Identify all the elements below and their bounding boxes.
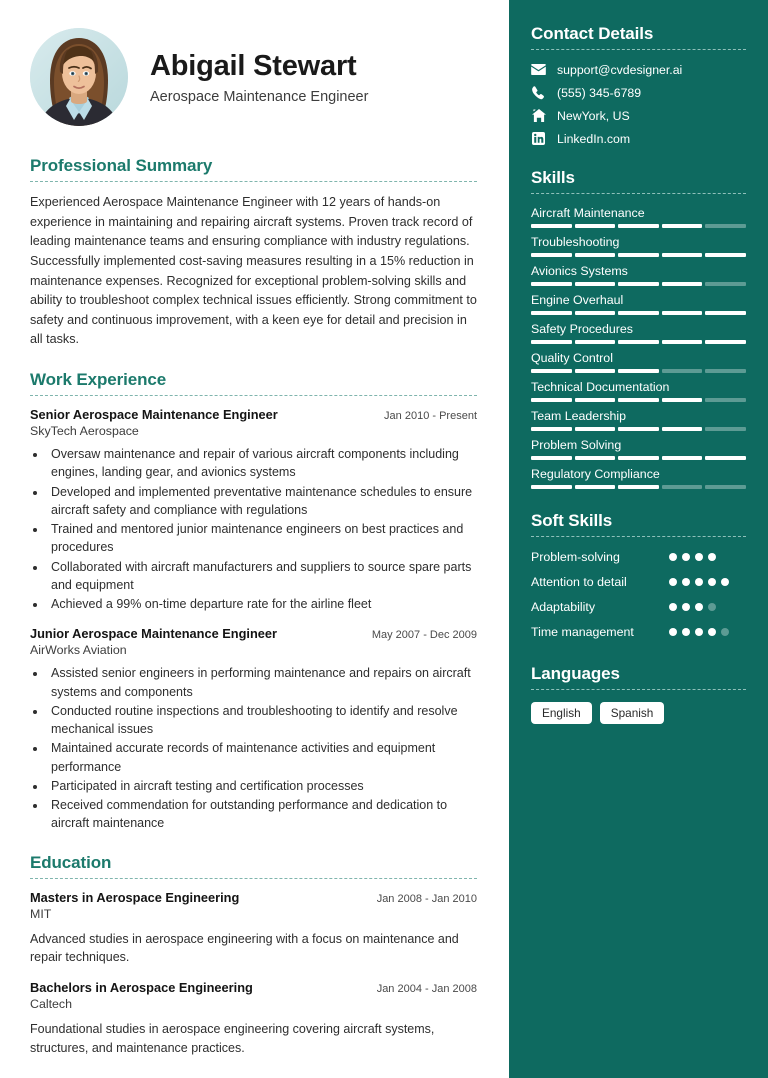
skill-level-bar <box>531 427 746 431</box>
education-date-range: Jan 2004 - Jan 2008 <box>376 983 477 996</box>
skill-level-segment <box>531 427 572 431</box>
skill-level-segment <box>618 427 659 431</box>
skill-level-segment <box>618 369 659 373</box>
skill-level-segment <box>662 311 703 315</box>
skill-item <box>531 206 746 228</box>
school-name: MIT <box>30 906 52 921</box>
responsibility-item: • Received commendation for outstanding performance and dedication to aircraft maintenance <box>47 796 477 833</box>
soft-skills-list <box>531 549 746 642</box>
contact-value: LinkedIn.com <box>557 131 631 146</box>
skills-list <box>531 206 746 489</box>
skill-name: Technical Documentation <box>531 380 670 394</box>
contact-value: (555) 345-6789 <box>557 85 642 100</box>
skill-level-segment <box>575 456 616 460</box>
skill-level-segment <box>575 253 616 257</box>
section-title-professional-summary: Professional Summary <box>30 156 213 175</box>
soft-skill-rating <box>669 599 746 611</box>
skill-level-bar <box>531 282 746 286</box>
skill-item <box>531 438 746 460</box>
company-name: SkyTech Aerospace <box>30 424 139 439</box>
section-divider <box>531 193 746 194</box>
soft-skill-item <box>531 549 746 567</box>
skill-level-segment <box>705 456 746 460</box>
company-name: AirWorks Aviation <box>30 643 127 658</box>
soft-skill-name: Attention to detail <box>531 574 627 589</box>
section-contact-details <box>531 24 746 146</box>
skill-level-segment <box>531 398 572 402</box>
rating-dot <box>708 603 716 611</box>
rating-dot <box>695 553 703 561</box>
skill-level-segment <box>531 340 572 344</box>
section-divider <box>531 536 746 537</box>
section-divider <box>30 181 477 182</box>
rating-dot <box>669 603 677 611</box>
rating-dot <box>669 628 677 636</box>
section-divider <box>531 689 746 690</box>
skill-level-bar <box>531 311 746 315</box>
skill-level-segment <box>662 369 703 373</box>
skill-name: Aircraft Maintenance <box>531 206 645 220</box>
skill-item <box>531 293 746 315</box>
soft-skill-rating <box>669 549 746 561</box>
degree-title: Bachelors in Aerospace Engineering <box>30 980 253 996</box>
skill-item <box>531 409 746 431</box>
skill-level-segment <box>575 485 616 489</box>
skill-level-segment <box>575 340 616 344</box>
skill-item <box>531 351 746 373</box>
skill-level-segment <box>705 398 746 402</box>
skill-level-segment <box>575 427 616 431</box>
education-description: Advanced studies in aerospace engineering with a focus on maintenance and repair techniques. <box>30 931 459 965</box>
soft-skill-item <box>531 574 746 592</box>
skill-level-segment <box>662 427 703 431</box>
soft-skill-item <box>531 599 746 617</box>
skill-name: Safety Procedures <box>531 322 633 336</box>
resume-header <box>30 28 477 126</box>
skill-name: Regulatory Compliance <box>531 467 660 481</box>
skill-level-segment <box>575 311 616 315</box>
contact-value: NewYork, US <box>557 108 630 123</box>
skill-level-segment <box>618 311 659 315</box>
rating-dot <box>708 553 716 561</box>
responsibility-item: • Maintained accurate records of maintenance activities and equipment performance <box>47 739 477 776</box>
education-entry <box>30 980 477 1058</box>
soft-skill-item <box>531 624 746 642</box>
rating-dot <box>708 628 716 636</box>
home-icon <box>531 108 546 123</box>
skill-level-segment <box>662 398 703 402</box>
skill-level-segment <box>705 485 746 489</box>
professional-summary-text: Experienced Aerospace Maintenance Engineer with 12 years of hands-on experience in maintaining and repairing aircraft systems. Proven track record of leading maintenance teams and ensuring compliance with industry regulations. Successfully implemented cost-saving measures resulting in a 15% reduction in maintenance expenses. Recognized for exceptional problem-solving skills and ability to troubleshoot complex technical issues efficiently. Strong commitment to safety and continuous improvement, with a keen eye for detail and precision in all tasks. <box>30 195 477 347</box>
skill-level-bar <box>531 224 746 228</box>
contact-value: support@cvdesigner.ai <box>557 62 683 77</box>
rating-dot <box>682 578 690 586</box>
skill-level-segment <box>705 311 746 315</box>
responsibility-item: • Developed and implemented preventative maintenance schedules to ensure aircraft safety and compliance with regulations <box>47 483 477 520</box>
skill-level-segment <box>575 224 616 228</box>
skill-level-segment <box>662 485 703 489</box>
candidate-job-title: Aerospace Maintenance Engineer <box>150 89 369 106</box>
skill-level-segment <box>662 224 703 228</box>
responsibility-item: • Oversaw maintenance and repair of various aircraft components including engines, landing gear, and avionics systems <box>47 445 477 482</box>
skill-level-segment <box>531 369 572 373</box>
skill-level-segment <box>705 369 746 373</box>
soft-skill-rating <box>669 574 746 586</box>
skill-level-segment <box>575 282 616 286</box>
skill-level-segment <box>531 456 572 460</box>
responsibility-item: • Participated in aircraft testing and certification processes <box>47 777 477 795</box>
work-experience-entry <box>30 626 477 832</box>
skill-level-bar <box>531 340 746 344</box>
skill-level-segment <box>618 398 659 402</box>
skill-name: Quality Control <box>531 351 613 365</box>
section-soft-skills <box>531 511 746 642</box>
contact-list <box>531 62 746 146</box>
skill-level-segment <box>705 282 746 286</box>
section-languages <box>531 664 746 724</box>
responsibility-item: • Collaborated with aircraft manufacturers and suppliers to source spare parts and equipment <box>47 558 477 595</box>
portrait-photo-icon <box>30 28 128 126</box>
skill-name: Team Leadership <box>531 409 627 423</box>
soft-skill-name: Problem-solving <box>531 550 620 564</box>
skill-level-segment <box>618 253 659 257</box>
skill-level-segment <box>531 224 572 228</box>
skill-level-segment <box>618 340 659 344</box>
skill-level-segment <box>618 224 659 228</box>
skill-name: Avionics Systems <box>531 264 628 278</box>
section-skills <box>531 168 746 489</box>
entry-header <box>30 980 477 995</box>
section-title-work-experience: Work Experience <box>30 370 167 390</box>
language-chip: Spanish <box>600 702 665 724</box>
section-title-contact-details: Contact Details <box>531 24 654 43</box>
skill-level-segment <box>662 282 703 286</box>
phone-icon <box>531 85 546 100</box>
section-title-languages: Languages <box>531 663 620 683</box>
skill-level-segment <box>531 485 572 489</box>
entry-header <box>30 890 477 905</box>
contact-row[interactable] <box>531 85 746 100</box>
work-experience-entry <box>30 407 477 613</box>
education-entry <box>30 890 477 968</box>
languages-list <box>531 702 746 724</box>
skill-level-segment <box>705 427 746 431</box>
section-divider <box>30 878 477 879</box>
skill-level-bar <box>531 398 746 402</box>
rating-dot <box>682 553 690 561</box>
skill-level-segment <box>575 398 616 402</box>
education-date-range: Jan 2008 - Jan 2010 <box>376 892 477 905</box>
linkedin-icon <box>531 131 546 146</box>
skill-level-segment <box>531 311 572 315</box>
entry-header <box>30 407 477 422</box>
section-title-education: Education <box>30 852 112 872</box>
contact-row[interactable] <box>531 108 746 123</box>
responsibility-item: • Trained and mentored junior maintenance engineers on best practices and procedures <box>47 520 477 557</box>
skill-level-segment <box>705 253 746 257</box>
skill-level-segment <box>705 224 746 228</box>
rating-dot <box>682 603 690 611</box>
responsibility-item: • Assisted senior engineers in performing maintenance and repairs on aircraft systems and components <box>47 664 477 701</box>
skill-level-segment <box>662 253 703 257</box>
section-divider <box>30 395 477 396</box>
work-experience-list <box>30 407 477 833</box>
rating-dot <box>695 628 703 636</box>
responsibility-list <box>47 445 477 613</box>
rating-dot <box>669 553 677 561</box>
rating-dot <box>695 578 703 586</box>
school-name: Caltech <box>30 997 73 1012</box>
skill-item <box>531 467 746 489</box>
skill-item <box>531 264 746 286</box>
section-title-skills: Skills <box>531 168 575 187</box>
education-description: Foundational studies in aerospace engineering covering aircraft systems, structures, and maintenance practices. <box>30 1022 435 1055</box>
entry-header <box>30 626 477 641</box>
rating-dot <box>721 628 729 636</box>
rating-dot <box>708 578 716 586</box>
responsibility-item: • Conducted routine inspections and troubleshooting to identify and resolve mechanical issues <box>47 702 477 739</box>
job-role: Senior Aerospace Maintenance Engineer <box>30 407 278 423</box>
skill-level-segment <box>531 253 572 257</box>
skill-level-bar <box>531 485 746 489</box>
skill-level-segment <box>705 340 746 344</box>
contact-row[interactable] <box>531 62 746 77</box>
soft-skill-rating <box>669 624 746 636</box>
section-title-soft-skills: Soft Skills <box>531 511 613 530</box>
skill-item <box>531 322 746 344</box>
envelope-icon <box>531 62 546 77</box>
section-professional-summary <box>30 156 477 350</box>
soft-skill-name: Adaptability <box>531 599 596 614</box>
language-chip: English <box>531 702 592 724</box>
section-education <box>30 853 477 1058</box>
responsibility-list <box>47 664 477 832</box>
skill-level-segment <box>575 369 616 373</box>
job-date-range: Jan 2010 - Present <box>384 410 477 423</box>
skill-level-segment <box>618 282 659 286</box>
skill-level-segment <box>662 340 703 344</box>
skill-level-segment <box>662 456 703 460</box>
candidate-name: Abigail Stewart <box>150 49 357 82</box>
rating-dot <box>669 578 677 586</box>
contact-row[interactable] <box>531 131 746 146</box>
education-list <box>30 890 477 1058</box>
skill-name: Problem Solving <box>531 438 622 452</box>
skill-name: Engine Overhaul <box>531 293 624 307</box>
rating-dot <box>682 628 690 636</box>
header-text <box>150 49 368 106</box>
skill-item <box>531 380 746 402</box>
skill-level-bar <box>531 253 746 257</box>
skill-level-segment <box>618 485 659 489</box>
responsibility-item: • Achieved a 99% on-time departure rate for the airline fleet <box>47 595 477 613</box>
job-date-range: May 2007 - Dec 2009 <box>371 629 477 642</box>
avatar <box>30 28 128 126</box>
soft-skill-name: Time management <box>531 624 634 639</box>
skill-item <box>531 235 746 257</box>
skill-level-segment <box>531 282 572 286</box>
section-divider <box>531 49 746 50</box>
rating-dot <box>721 578 729 586</box>
skill-level-segment <box>618 456 659 460</box>
section-work-experience <box>30 370 477 833</box>
sidebar <box>509 0 768 1078</box>
skill-level-bar <box>531 456 746 460</box>
job-role: Junior Aerospace Maintenance Engineer <box>30 626 278 642</box>
rating-dot <box>695 603 703 611</box>
skill-name: Troubleshooting <box>531 235 620 249</box>
skill-level-bar <box>531 369 746 373</box>
degree-title: Masters in Aerospace Engineering <box>30 889 240 905</box>
